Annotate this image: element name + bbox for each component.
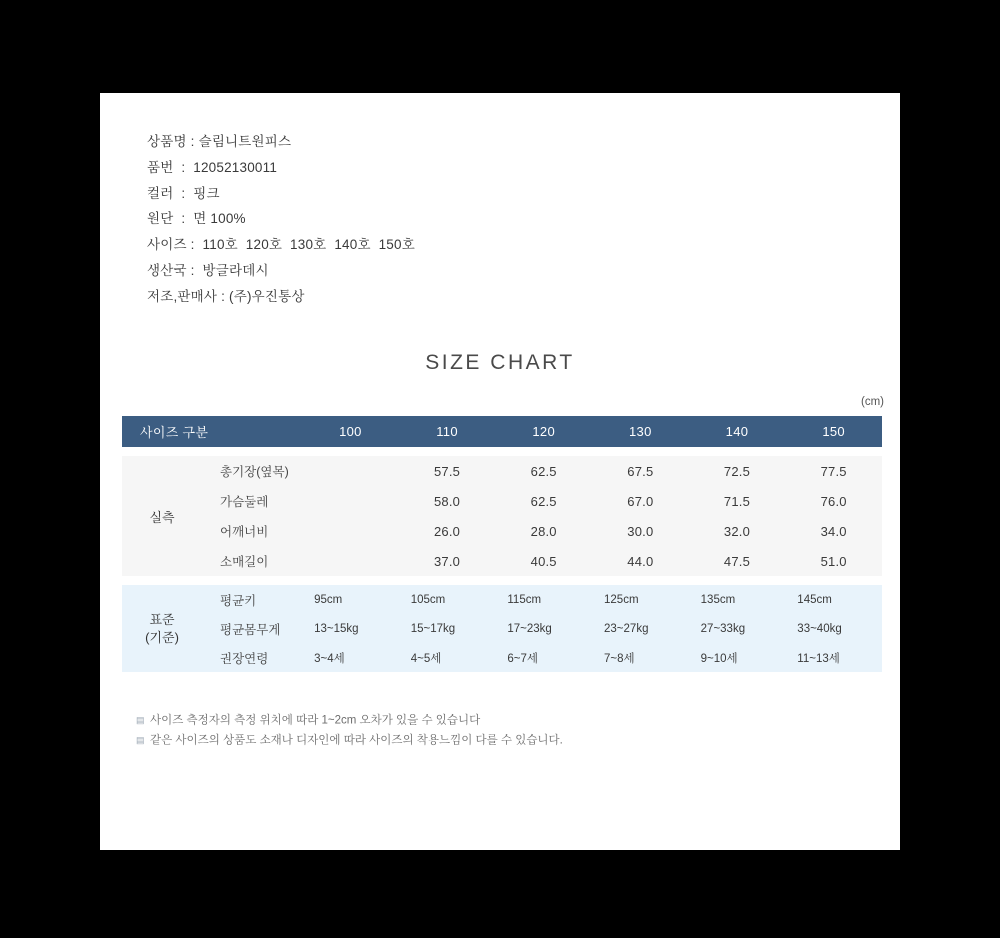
cell-recommended-age-120: 6~7세: [495, 643, 592, 672]
size-chart-title: SIZE CHART: [425, 351, 575, 374]
row-name-shoulder: 어깨너비: [202, 516, 302, 546]
note-item: [136, 711, 856, 731]
cell-total-length-120: 62.5: [495, 456, 592, 486]
header-cell-size-140: 140: [689, 416, 786, 447]
table-row: [122, 486, 882, 516]
spacer-cell: [122, 576, 882, 585]
row-name-recommended-age: 권장연령: [202, 643, 302, 672]
cell-total-length-140: 72.5: [689, 456, 786, 486]
cell-recommended-age-150: 11~13세: [785, 643, 882, 672]
product-info-line-sizes: 사이즈 : 110호 120호 130호 140호 150호: [147, 237, 415, 253]
cell-recommended-age-140: 9~10세: [689, 643, 786, 672]
header-cell-size-130: 130: [592, 416, 689, 447]
product-info-block: [147, 129, 847, 310]
cell-avg-height-120: 115cm: [495, 585, 592, 614]
cell-total-length-110: 57.5: [399, 456, 496, 486]
table-row: [122, 643, 882, 672]
row-name-avg-height: 평균키: [202, 585, 302, 614]
cell-shoulder-150: 34.0: [785, 516, 882, 546]
table-header-row: [122, 416, 882, 447]
table-row: [122, 546, 882, 576]
note-bullet-icon: ▤: [136, 715, 145, 725]
product-info-line-fabric: 원단 : 면 100%: [147, 211, 246, 227]
cell-chest-130: 67.0: [592, 486, 689, 516]
product-info-line-name: 상품명 : 슬림니트원피스: [147, 134, 292, 149]
cell-avg-height-100: 95cm: [302, 585, 399, 614]
cell-shoulder-100: [302, 516, 399, 546]
header-cell-size-100: 100: [302, 416, 399, 447]
cell-recommended-age-110: 4~5세: [399, 643, 496, 672]
cell-chest-140: 71.5: [689, 486, 786, 516]
cell-total-length-150: 77.5: [785, 456, 882, 486]
cell-shoulder-130: 30.0: [592, 516, 689, 546]
cell-sleeve-120: 40.5: [495, 546, 592, 576]
row-name-sleeve: 소매길이: [202, 546, 302, 576]
cell-sleeve-150: 51.0: [785, 546, 882, 576]
spacer-cell: [122, 447, 882, 456]
product-info-line-code: 품번 : 12052130011: [147, 159, 278, 175]
cell-avg-height-150: 145cm: [785, 585, 882, 614]
note-item: [136, 731, 856, 751]
cell-chest-150: 76.0: [785, 486, 882, 516]
cell-avg-weight-130: 23~27kg: [592, 614, 689, 643]
header-cell-size-110: 110: [399, 416, 496, 447]
cell-shoulder-110: 26.0: [399, 516, 496, 546]
cell-chest-120: 62.5: [495, 486, 592, 516]
row-name-avg-weight: 평균몸무게: [202, 614, 302, 643]
cell-avg-weight-150: 33~40kg: [785, 614, 882, 643]
cell-total-length-100: [302, 456, 399, 486]
cell-avg-height-110: 105cm: [399, 585, 496, 614]
cell-shoulder-140: 32.0: [689, 516, 786, 546]
cell-avg-height-130: 125cm: [592, 585, 689, 614]
header-cell-size-120: 120: [495, 416, 592, 447]
cell-avg-height-140: 135cm: [689, 585, 786, 614]
section-label-measure: 실측: [122, 456, 202, 576]
cell-chest-100: [302, 486, 399, 516]
product-info-line-color: 컬러 : 핑크: [147, 185, 220, 201]
section-label-standard: [122, 585, 202, 672]
cell-recommended-age-100: 3~4세: [302, 643, 399, 672]
note-text: 같은 사이즈의 상품도 소재나 디자인에 따라 사이즈의 착용느낌이 다를 수 있습니다.: [150, 734, 563, 747]
note-text: 사이즈 측정자의 측정 위치에 따라 1~2cm 오차가 있을 수 있습니다: [150, 714, 481, 727]
row-name-chest: 가슴둘레: [202, 486, 302, 516]
cell-chest-110: 58.0: [399, 486, 496, 516]
product-info-line-manufacturer: 저조,판매사 : (주)우진통상: [147, 288, 305, 304]
header-cell-category: 사이즈 구분: [122, 416, 302, 447]
product-detail-page: [100, 93, 900, 850]
section-label-standard-line1: 표준: [149, 611, 175, 627]
table-spacer: [122, 576, 882, 585]
cell-total-length-130: 67.5: [592, 456, 689, 486]
section-label-standard-line2: (기준): [145, 629, 179, 645]
table-row: [122, 456, 882, 486]
table-row: [122, 585, 882, 614]
cell-shoulder-120: 28.0: [495, 516, 592, 546]
cell-sleeve-100: [302, 546, 399, 576]
cell-sleeve-110: 37.0: [399, 546, 496, 576]
note-bullet-icon: ▤: [136, 734, 145, 745]
cell-avg-weight-120: 17~23kg: [495, 614, 592, 643]
size-chart-unit: (cm): [861, 396, 884, 408]
table-row: [122, 614, 882, 643]
size-chart-table-wrap: [122, 416, 882, 672]
table-row: [122, 516, 882, 546]
header-cell-size-150: 150: [785, 416, 882, 447]
cell-recommended-age-130: 7~8세: [592, 643, 689, 672]
product-info-line-origin: 생산국 : 방글라데시: [147, 262, 269, 278]
table-spacer: [122, 447, 882, 456]
cell-avg-weight-140: 27~33kg: [689, 614, 786, 643]
row-name-total-length: 총기장(옆목): [202, 456, 302, 486]
cell-avg-weight-100: 13~15kg: [302, 614, 399, 643]
cell-avg-weight-110: 15~17kg: [399, 614, 496, 643]
cell-sleeve-140: 47.5: [689, 546, 786, 576]
size-chart-table: [122, 416, 882, 672]
notes-block: [136, 711, 856, 750]
cell-sleeve-130: 44.0: [592, 546, 689, 576]
